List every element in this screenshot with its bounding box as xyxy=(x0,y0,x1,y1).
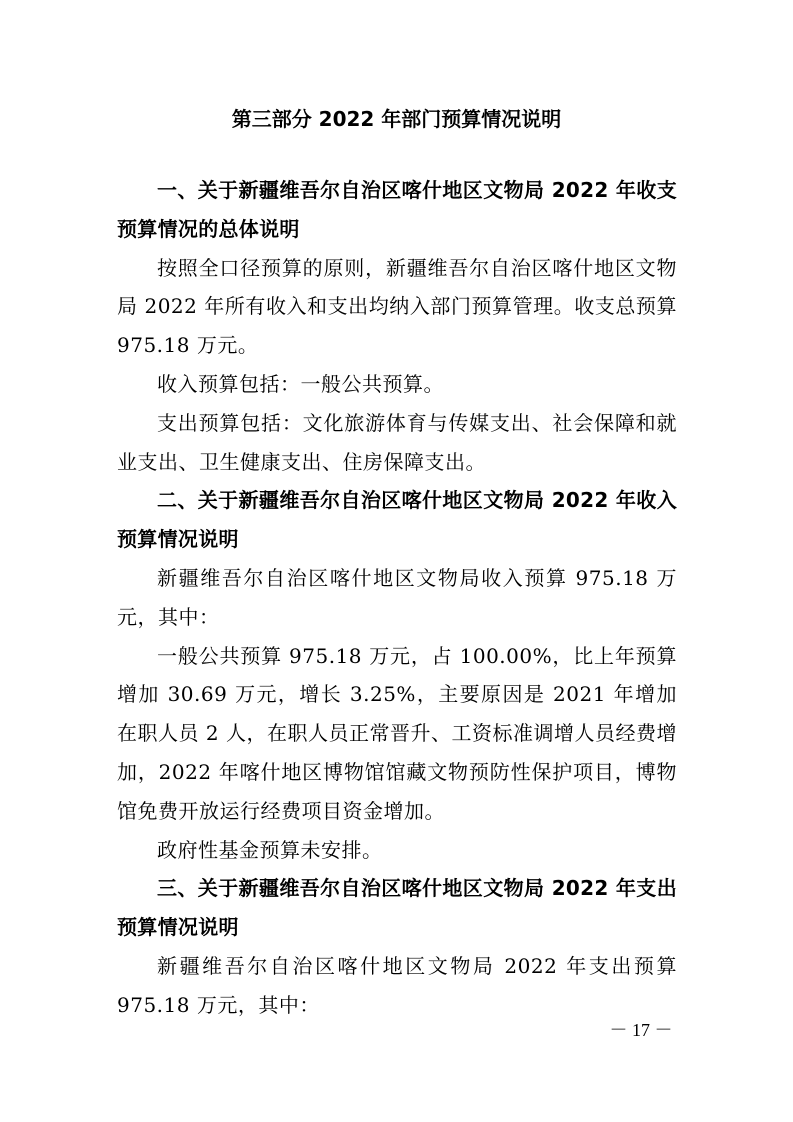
section-1-heading: 一、关于新疆维吾尔自治区喀什地区文物局 2022 年收支预算情况的总体说明 xyxy=(117,178,677,241)
page-title: 第三部分 2022 年部门预算情况说明 xyxy=(231,107,562,131)
section-1-paragraph: 按照全口径预算的原则，新疆维吾尔自治区喀什地区文物局 2022 年所有收入和支出均纳入部门预算管理。收支总预算 975.18 万元。 xyxy=(117,255,677,358)
section-2-paragraph: 政府性基金预算未安排。 xyxy=(157,837,383,862)
section-2-heading: 二、关于新疆维吾尔自治区喀什地区文物局 2022 年收入预算情况说明 xyxy=(117,488,677,552)
section-3-paragraph: 新疆维吾尔自治区喀什地区文物局 2022 年支出预算 975.18 万元，其中： xyxy=(117,953,677,1017)
section-2-paragraph: 一般公共预算 975.18 万元，占 100.00%，比上年预算增加 30.69 万元，增长 3.25%，主要原因是 2021 年增加在职人员 2 人，在职人员正常晋升、工资标准调增人员经费增加，2022 年喀什地区博物馆馆藏文物预防性保护项目，博物馆免费开放运行经费项目资金增加。 xyxy=(117,643,677,823)
section-1-paragraph: 收入预算包括：一般公共预算。 xyxy=(157,371,444,396)
section-3-heading: 三、关于新疆维吾尔自治区喀什地区文物局 2022 年支出预算情况说明 xyxy=(117,876,677,940)
section-1-paragraph: 支出预算包括：文化旅游体育与传媒支出、社会保障和就业支出、卫生健康支出、住房保障支出。 xyxy=(117,410,677,474)
section-2-paragraph: 新疆维吾尔自治区喀什地区文物局收入预算 975.18 万元，其中： xyxy=(117,565,677,629)
document-body xyxy=(117,171,677,1025)
page-number: － 17 － xyxy=(609,1020,673,1040)
